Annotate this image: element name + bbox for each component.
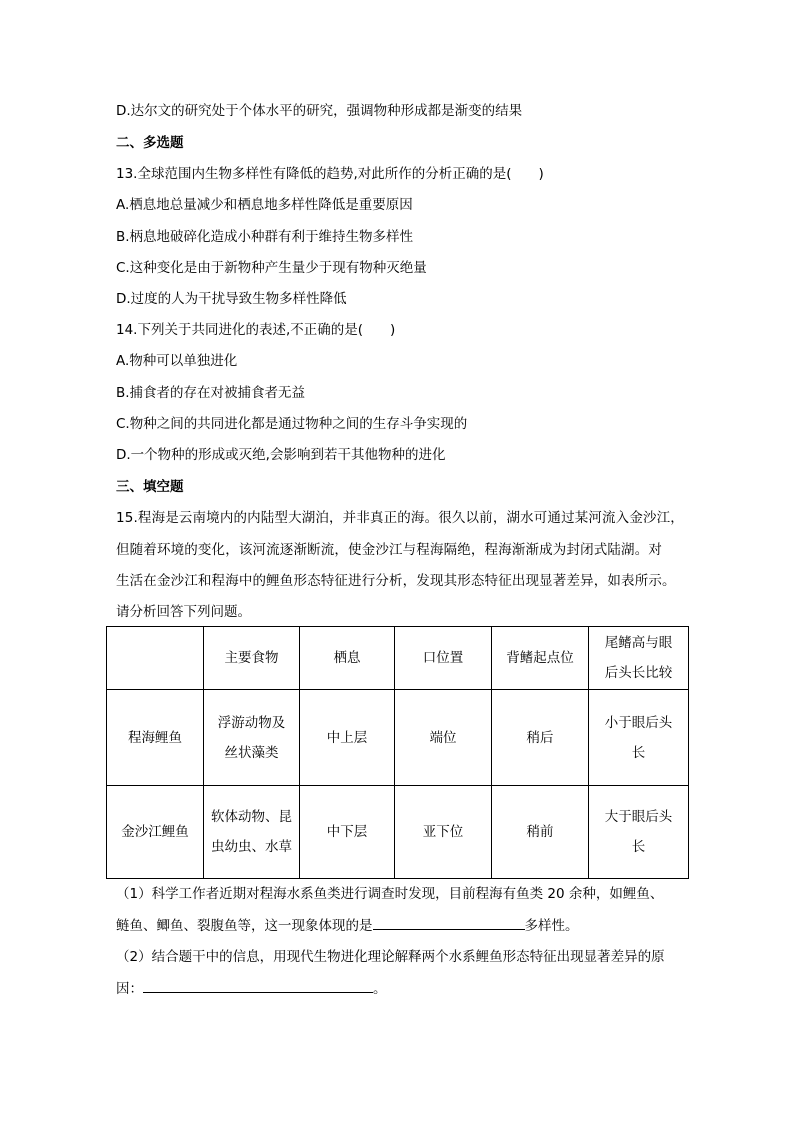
- section-heading-multiple-choice: 二、多选题: [116, 135, 184, 151]
- question-14-option-a: A.物种可以单独进化: [116, 353, 238, 369]
- header-food: 主要食物: [204, 627, 300, 690]
- row-food-line: 丝状藻类: [224, 744, 279, 761]
- row-habitat: 中下层: [300, 786, 395, 879]
- subquestion-2-text-after: 。: [373, 981, 387, 997]
- subquestion-1-text-after: 多样性。: [524, 918, 579, 934]
- row-tail-ratio: [589, 786, 689, 879]
- subquestion-1-line: [116, 915, 579, 936]
- header-tail-ratio-line: 后头长比较: [604, 665, 673, 681]
- question-14-option-c: C.物种之间的共同进化都是通过物种之间的生存斗争实现的: [116, 416, 468, 432]
- question-13-option-a: A.栖息地总量减少和栖息地多样性降低是重要原因: [116, 197, 413, 213]
- row-tail-ratio-line: 大于眼后头: [604, 809, 673, 825]
- question-14-option-b: B.捕食者的存在对被捕食者无益: [116, 385, 306, 401]
- subquestion-2-text-before: 因：: [116, 981, 143, 997]
- question-12-option-d: D.达尔文的研究处于个体水平的研究，强调物种形成都是渐变的结果: [116, 103, 523, 119]
- answer-blank-1[interactable]: [373, 915, 525, 930]
- row-mouth: 端位: [395, 690, 492, 786]
- table-row: [107, 690, 689, 786]
- table-row: [107, 786, 689, 879]
- question-15-paragraph-line: 但随着环境的变化，该河流逐渐断流，使金沙江与程海隔绝，程海渐渐成为封闭式陆湖。对: [116, 542, 662, 558]
- question-15-paragraph-line: 15.程海是云南境内的内陆型大湖泊，并非真正的海。很久以前，湖水可通过某河流入金沙江，: [116, 510, 684, 526]
- row-fish-name: 程海鲤鱼: [107, 690, 204, 786]
- carp-comparison-table: [106, 626, 689, 879]
- row-mouth: 亚下位: [395, 786, 492, 879]
- header-mouth: 口位置: [395, 627, 492, 690]
- row-tail-ratio-line: 长: [631, 839, 646, 855]
- row-food-line: 虫幼虫、水草: [211, 839, 292, 855]
- header-dorsal: 背鳍起点位: [492, 627, 589, 690]
- question-14-option-d: D.一个物种的形成或灭绝,会影响到若干其他物种的进化: [116, 447, 446, 463]
- row-food-line: 软体动物、昆: [211, 809, 292, 825]
- question-15-paragraph-line: 生活在金沙江和程海中的鲤鱼形态特征进行分析，发现其形态特征出现显著差异，如表所示。: [116, 573, 676, 589]
- row-dorsal: 稍前: [492, 786, 589, 879]
- section-heading-fill-in: 三、填空题: [116, 479, 184, 495]
- row-tail-ratio-line: 长: [631, 744, 646, 761]
- row-food: [204, 690, 300, 786]
- row-tail-ratio-line: 小于眼后头: [604, 714, 673, 731]
- subquestion-2-line: [116, 978, 387, 999]
- subquestion-1-text-before: 鲢鱼、鲫鱼、裂腹鱼等，这一现象体现的是: [116, 918, 373, 934]
- row-food: [204, 786, 300, 879]
- header-tail-ratio: [589, 627, 689, 690]
- subquestion-2-line: （2）结合题干中的信息，用现代生物进化理论解释两个水系鲤鱼形态特征出现显著差异的原: [116, 949, 665, 965]
- header-habitat: 栖息: [300, 627, 395, 690]
- question-15-paragraph-line: 请分析回答下列问题。: [116, 604, 251, 620]
- question-13-stem: 13.全球范围内生物多样性有降低的趋势,对此所作的分析正确的是( ): [116, 166, 544, 182]
- answer-blank-2[interactable]: [143, 978, 373, 993]
- question-14-stem: 14.下列关于共同进化的表述,不正确的是( ): [116, 322, 396, 338]
- row-habitat: 中上层: [300, 690, 395, 786]
- question-13-option-c: C.这种变化是由于新物种产生量少于现有物种灭绝量: [116, 260, 427, 276]
- row-food-line: 浮游动物及: [217, 714, 286, 731]
- table-header-row: [107, 627, 689, 690]
- row-tail-ratio: [589, 690, 689, 786]
- row-dorsal: 稍后: [492, 690, 589, 786]
- question-13-option-b: B.柄息地破碎化造成小种群有利于维持生物多样性: [116, 229, 414, 245]
- row-fish-name: 金沙江鲤鱼: [107, 786, 204, 879]
- header-blank-cell: [107, 627, 204, 690]
- subquestion-1-line: （1）科学工作者近期对程海水系鱼类进行调查时发现，目前程海有鱼类 20 余种，如鲤鱼、: [116, 886, 664, 902]
- header-tail-ratio-line: 尾鳍高与眼: [604, 635, 673, 651]
- question-13-option-d: D.过度的人为干扰导致生物多样性降低: [116, 291, 347, 307]
